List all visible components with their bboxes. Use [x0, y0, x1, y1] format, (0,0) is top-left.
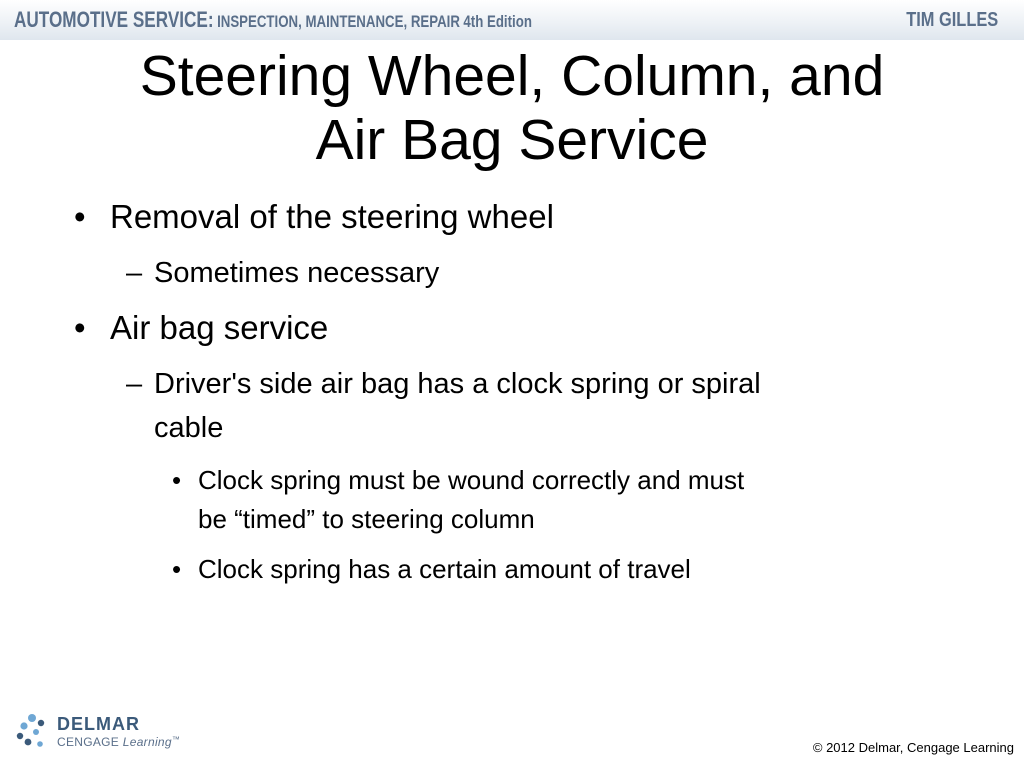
bullet-text: Removal of the steering wheel: [110, 198, 554, 235]
dash-marker: –: [126, 257, 143, 289]
slide-title-line-2: Air Bag Service: [315, 108, 709, 172]
delmar-logo-icon: [14, 712, 50, 752]
author-name: TIM GILLES: [905, 9, 998, 31]
sub-bullet-text: Sometimes necessary: [154, 257, 440, 289]
logo-cengage-word: CENGAGE: [57, 735, 120, 749]
sub-sub-bullet-text-line-1: Clock spring must be wound correctly and must: [198, 465, 745, 495]
slide-title-line-1: Steering Wheel, Column, and: [139, 44, 885, 108]
sub-sub-bullet-text: Clock spring has a certain amount of travel: [198, 554, 691, 584]
sub-bullet-text-line-2: cable: [154, 412, 224, 444]
bullet-marker: •: [172, 465, 182, 495]
logo-trademark: ™: [171, 735, 181, 744]
book-title-main: AUTOMOTIVE SERVICE:: [14, 7, 214, 32]
sub-sub-bullet-text-line-2: be “timed” to steering column: [198, 504, 535, 534]
copyright-notice: © 2012 Delmar, Cengage Learning: [812, 740, 1014, 755]
bullet-marker: •: [74, 198, 86, 235]
bullet-marker: •: [172, 554, 182, 584]
dash-marker: –: [126, 368, 143, 400]
sub-bullet-text-line-1: Driver's side air bag has a clock spring or spiral: [154, 368, 761, 400]
bullet-marker: •: [74, 309, 86, 346]
logo-learning-word: Learning: [122, 735, 172, 749]
delmar-cengage-logo: [14, 712, 204, 756]
logo-cengage-learning: [57, 735, 180, 749]
bullet-text: Air bag service: [110, 309, 329, 346]
book-edition: 4th Edition: [463, 12, 532, 31]
book-title-sub: INSPECTION, MAINTENANCE, REPAIR: [217, 12, 460, 31]
logo-brand-name: DELMAR: [57, 714, 140, 734]
